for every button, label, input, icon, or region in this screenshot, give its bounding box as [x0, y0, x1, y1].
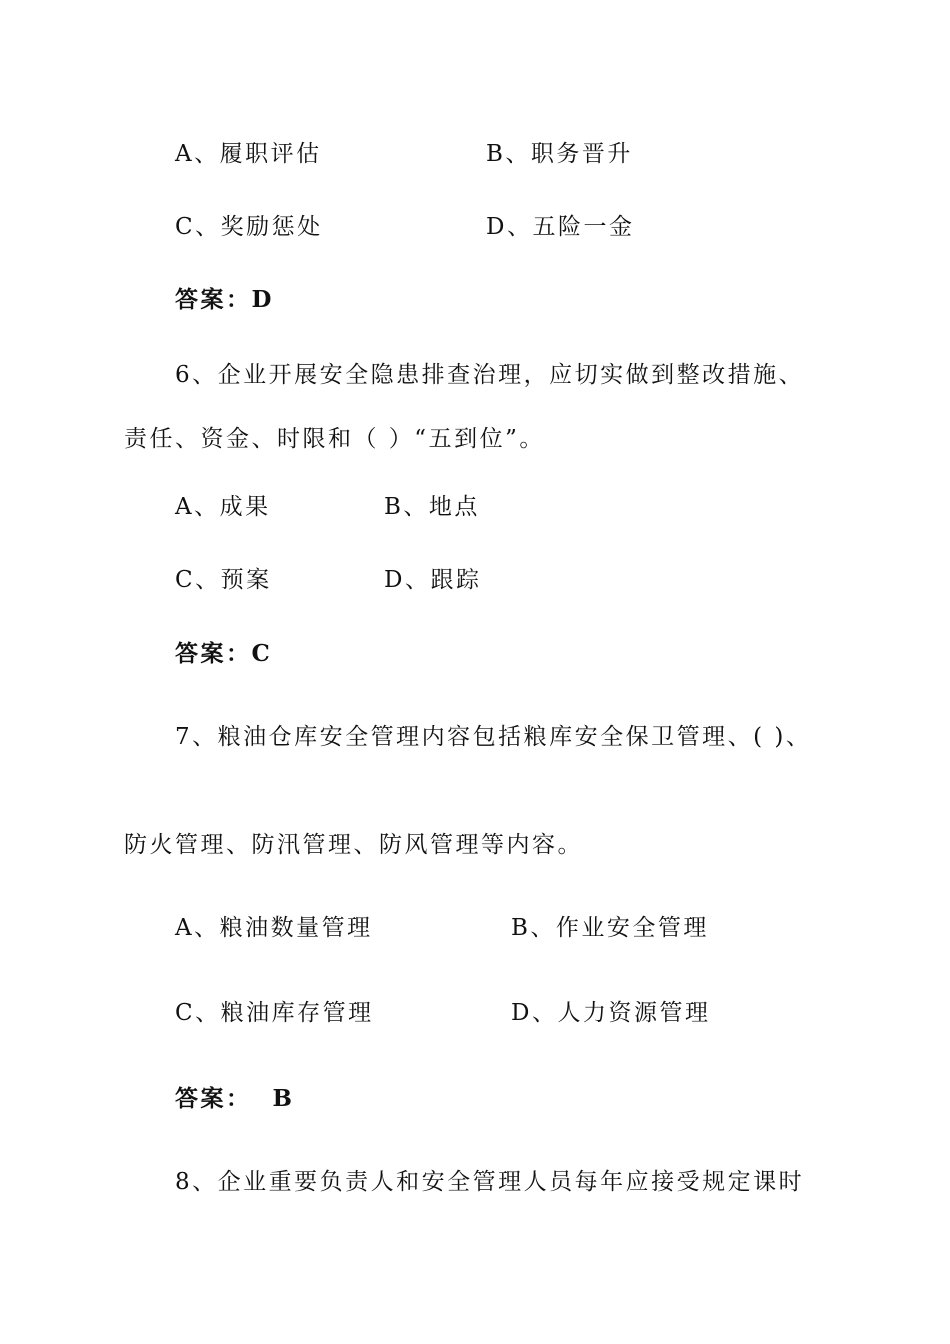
- q6-option-d: D、跟踪: [384, 567, 482, 593]
- q7-option-c: C、粮油库存管理: [175, 1000, 374, 1026]
- q7-option-d: D、人力资源管理: [511, 1000, 711, 1026]
- q6-stem-line2: 责任、资金、时限和（ ）“五到位”。: [124, 426, 545, 452]
- q5-option-d: D、五险一金: [486, 214, 635, 240]
- q5-option-c: C、奖励惩处: [175, 214, 323, 240]
- q7-option-b: B、作业安全管理: [511, 915, 709, 941]
- q5-answer: 答案：D: [175, 286, 274, 313]
- q7-stem-line1: 7、粮油仓库安全管理内容包括粮库安全保卫管理、( )、: [175, 724, 812, 750]
- q7-option-a: A、粮油数量管理: [175, 915, 373, 941]
- q6-answer: 答案：C: [175, 640, 273, 667]
- q6-option-a: A、成果: [175, 494, 271, 520]
- q7-stem-line2: 防火管理、防汛管理、防风管理等内容。: [124, 832, 583, 858]
- q5-option-b: B、职务晋升: [486, 141, 633, 167]
- q6-option-c: C、预案: [175, 567, 272, 593]
- q5-option-a: A、履职评估: [175, 141, 322, 167]
- q7-answer: 答案： B: [175, 1085, 295, 1112]
- q6-stem-line1: 6、企业开展安全隐患排查治理，应切实做到整改措施、: [175, 362, 805, 388]
- q8-stem-line1: 8、企业重要负责人和安全管理人员每年应接受规定课时: [175, 1169, 805, 1195]
- q6-option-b: B、地点: [384, 494, 480, 520]
